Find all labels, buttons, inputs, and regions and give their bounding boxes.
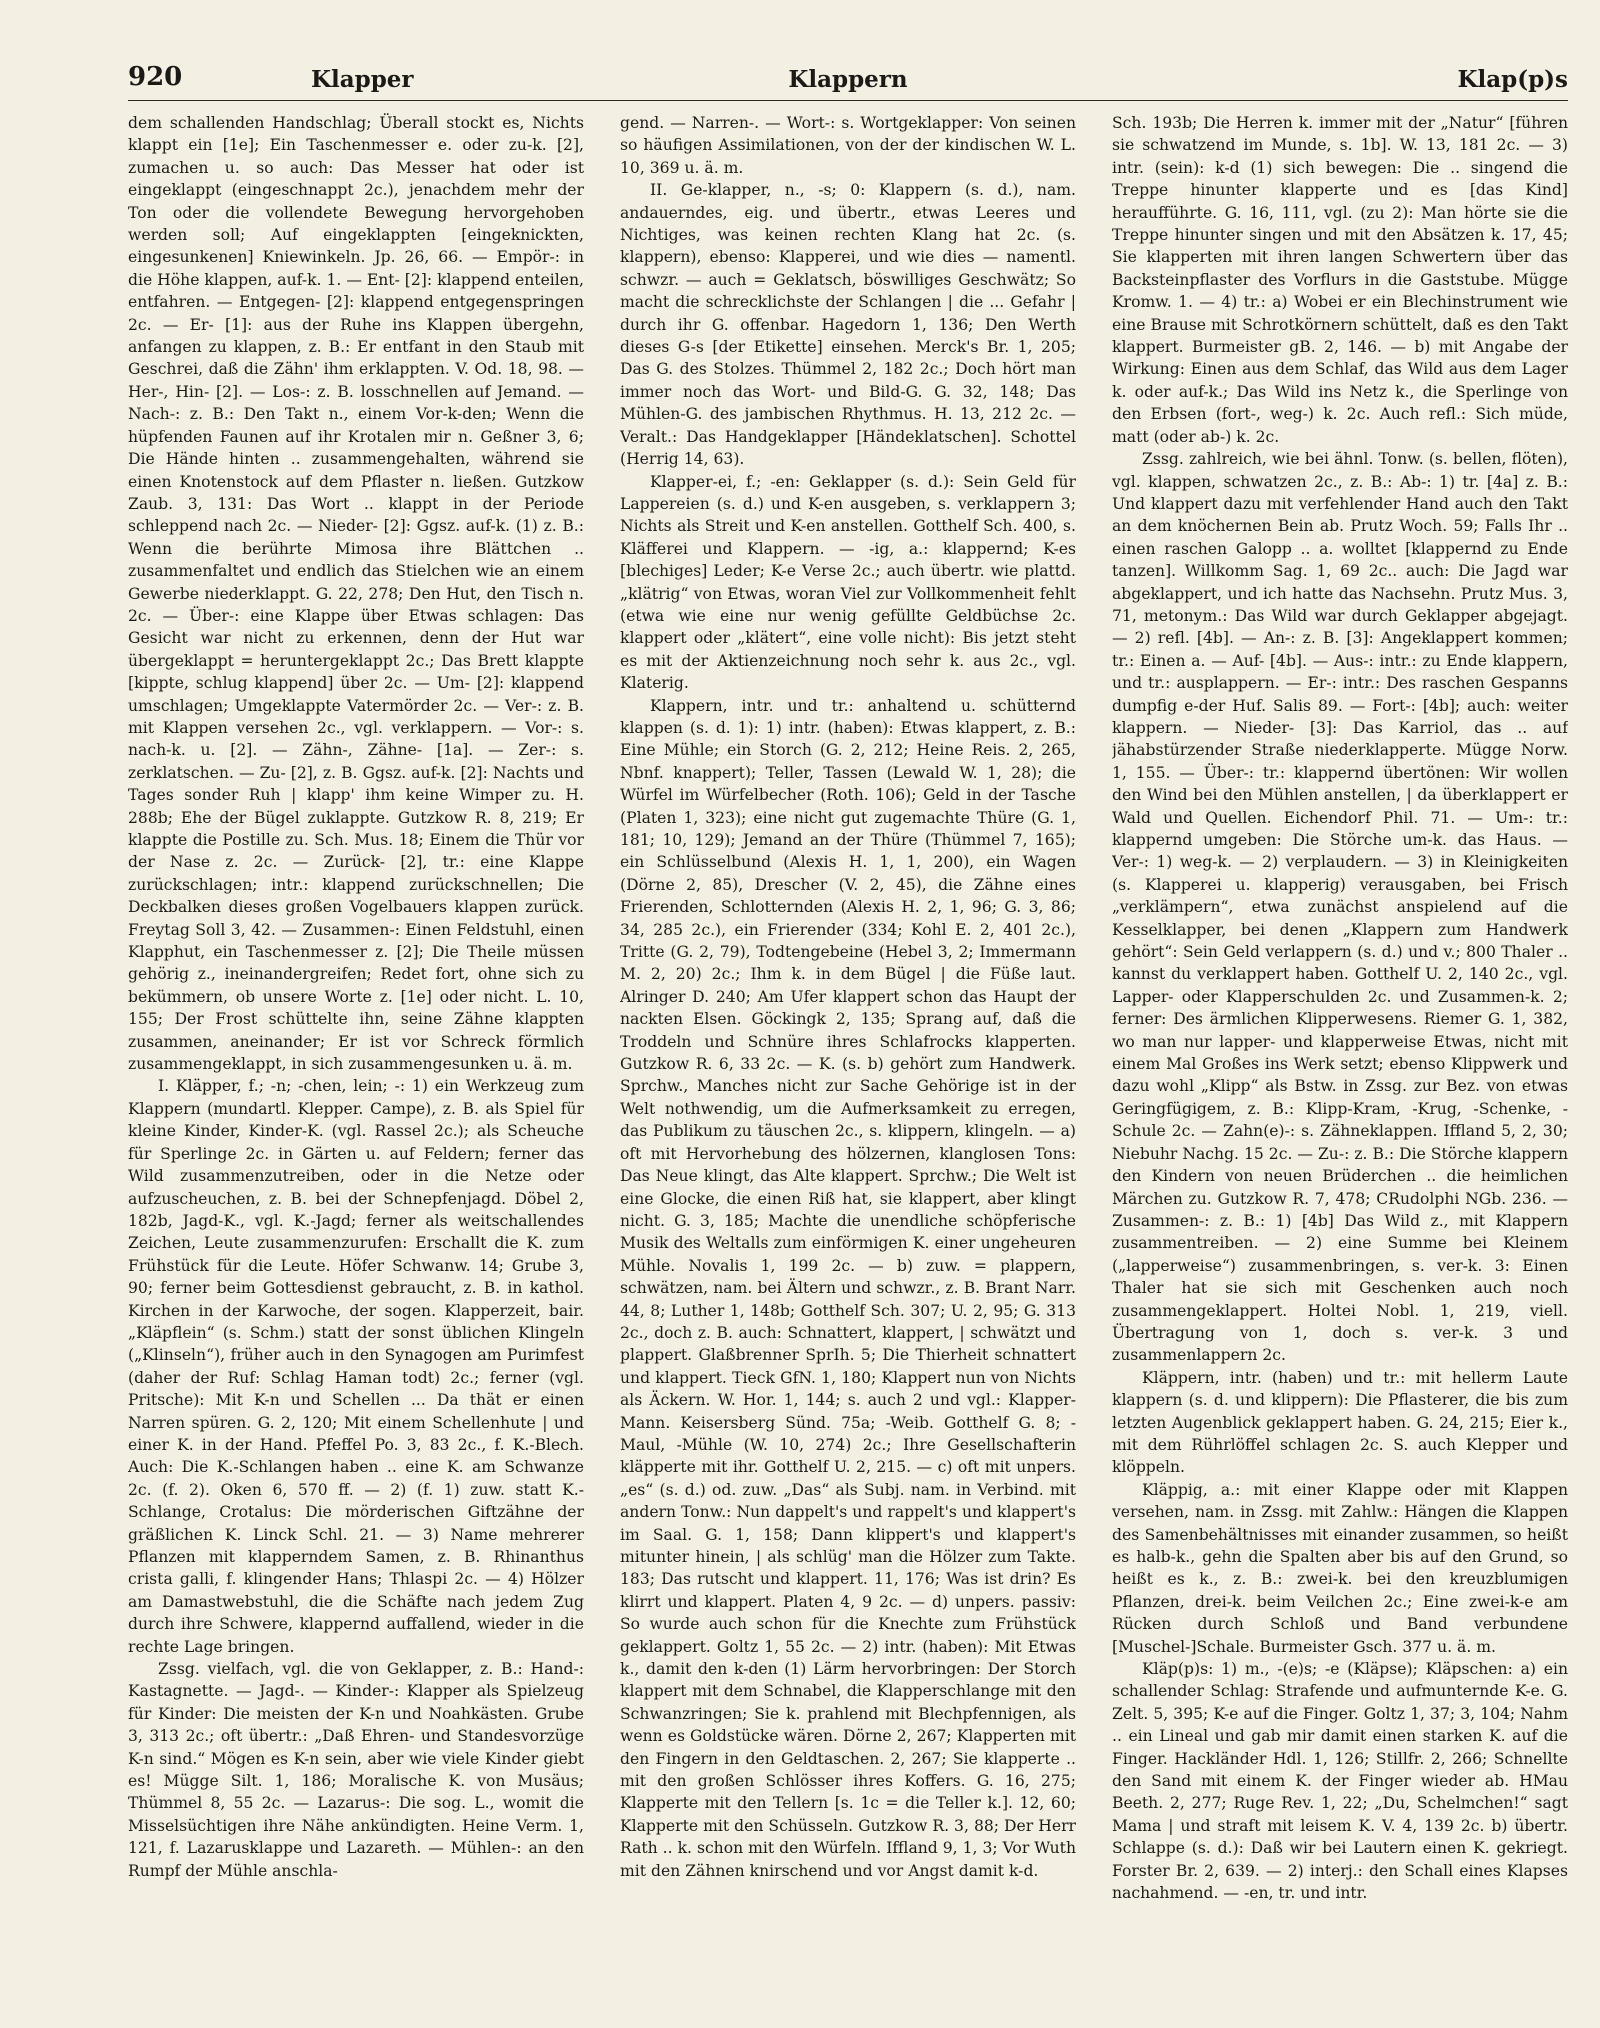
paragraph: Zssg. vielfach, vgl. die von Geklapper, z. B.: Hand-: Kastagnette. — Jagd-. — Kinder-: Klapper als Spielzeug für Kinder: Die meisten der K-n und Noahkästen. Grube 3, 313 2c.; oft übertr.: „Daß Ehren- und Standesvorzüge K-n sind.“ Mögen es K-n sein, aber wie viele Kinder giebt es! Mügge Silt. 1, 186; Moralische K. von Musäus; Thümmel 8, 55 2c. — Lazarus-: Die sog. L., womit die Misselsüchtigen ihre Nähe ankündigten. Heine Verm. 1, 121, f. Lazarusklappe und Lazareth. — Mühlen-: an den Rumpf der Mühle anschla-	[128, 1660, 584, 1880]
entry-klapperei: Klapper-ei, f.; -en: Geklapper (s. d.): Sein Geld für Lappereien (s. d.) und K-en ausgeben, s. verklappern 3; Nichts als Streit und K-en anstellen. Gotthelf Sch. 400, s. Kläfferei und Klappern. — -ig, a.: klappernd; K-es [blechiges] Leder; K-e Verse 2c.; auch übertr. wie plattd. „klätrig“ von Etwas, woran Viel zur Vollkommenheit fehlt (etwa wie eine nur wenig gefüllte Geldbüchse 2c. klappert oder „klätert“, eine volle nicht): Bis jetzt steht es mit der Aktienzeichnung noch sehr k. aus 2c., vgl. Klaterig.	[620, 472, 1076, 693]
paragraph: dem schallenden Handschlag; Überall stockt es, Nichts klappt ein [1e]; Ein Taschenmesser e. oder zu-k. [2], zumachen u. so auch: Das Messer hat oder ist eingeklappt (eingeschnappt 2c.), jenachdem mehr der Ton oder die vollendete Bewegung hervorgehoben werden soll; Auf eingeklappten [eingeknickten, eingesunkenen] Kniewinkeln. Jp. 26, 66. — Empör-: in die Höhe klappen, auf-k. 1. — Ent- [2]: klappend enteilen, entfahren. — Entgegen- [2]: klappend entgegenspringen 2c. — Er- [1]: aus der Ruhe ins Klappen übergehn, anfangen zu klappen, z. B.: Er entfant in den Staub mit Geschrei, daß die Zähn' ihm erklappten. V. Od. 18, 98. — Her-, Hin- [2]. — Los-: z. B. losschnellen auf Jemand. — Nach-: z. B.: Den Takt n., einem Vor-k-den; Wenn die hüpfenden Faunen auf ihr Krotalen mir n. Geßner 3, 6; Die Hände hinten .. zusammengehalten, während sie einen Knotenstock auf dem Pflaster n. ließen. Gutzkow Zaub. 3, 131: Das Wort .. klappt in der Periode schleppend nach 2c. — Nieder- [2]: Ggsz. auf-k. (1) z. B.: Wenn die berührte Mimosa ihre Blättchen .. zusammenfaltet und endlich das Stielchen wie an einem Gewerbe niederklappt. G. 22, 278; Den Hut, den Tisch n. 2c. — Über-: eine Klappe über Etwas schlagen: Das Gesicht war nicht zu erkennen, denn der Hut war übergeklappt = heruntergeklappt 2c.; Das Brett klappte [kippte, schlug klappend] über 2c. — Um- [2]: klappend umschlagen; Umgeklappte Vatermörder 2c. — Ver-: z. B. mit Klappen versehen 2c., vgl. verklappern. — Vor-: s. nach-k. u. [2]. — Zähn-, Zähne- [1a]. — Zer-: s. zerklatschen. — Zu- [2], z. B. Ggsz. auf-k. [2]: Nachts und Tages sonder Ruh | klapp' ihm keine Wimper zu. H. 288b; Ehe der Bügel zuklappte. Gutzkow R. 8, 219; Er klappte die Postille zu. Sch. Mus. 18; Einem die Thür vor der Nase z. 2c. — Zurück- [2], tr.: eine Klappe zurückschlagen; intr.: klappend zurückschnellen; Die Deckbalken dieses großen Vogelbauers klappen zurück. Freytag Soll 3, 42. — Zusammen-: Einen Feldstuhl, einen Klapphut, ein Taschenmesser z. [2]; Die Theile müssen gehörig z., ineinandergreifen; Redet fort, ohne sich zu bekümmern, ob unsere Worte z. [1e] oder nicht. L. 10, 155; Der Frost schüttelte ihn, seine Zähne klappten zusammen, aneinander; Er ist vor Schreck förmlich zusammengeklappt, in sich zusammengesunken u. ä. m.	[128, 114, 584, 1074]
header-right-word: Klap(p)s	[1457, 66, 1568, 93]
entry-klappern: Klappern, intr. und tr.: anhaltend u. schütternd klappen (s. d. 1): 1) intr. (haben): Etwas klappert, z. B.: Eine Mühle; ein Storch (G. 2, 212; Heine Reis. 2, 265, Nbnf. knappert); Teller, Tassen (Lewald W. 1, 28); die Würfel im Würfelbecher (Roth. 106); Geld in der Tasche (Platen 1, 323); eine nicht gut zugemachte Thüre (G. 1, 181; 10, 129); Jemand an der Thüre (Thümmel 7, 165); ein Schlüsselbund (Alexis H. 1, 1, 200), ein Wagen (Dörne 2, 85), Drescher (V. 2, 45), die Zähne eines Frierenden, Schlotternden (Alexis H. 2, 1, 96; G. 3, 86; 34, 285 2c.), ein Frierender (334; Kohl E. 2, 401 2c.), Tritte (G. 2, 79), Todtengebeine (Hebel 3, 2; Immermann M. 2, 20) 2c.; Ihm k. in dem Bügel | die Füße laut. Alringer D. 240; Am Ufer klappert schon das Haupt der nackten Elsen. Göckingk 2, 135; Sprang auf, daß die Troddeln und Schnüre ihres Schlafrocks klapperten. Gutzkow R. 6, 33 2c. — K. (s. b) gehört zum Handwerk. Sprchw., Manches nicht zur Sache Gehörige ist in der Welt nothwendig, um die Aufmerksamkeit zu erregen, das Publikum zu täuschen 2c., s. klippern, klingeln. — a) oft mit Hervorhebung des hölzernen, klanglosen Tons: Das Neue klingt, das Alte klappert. Sprchw.; Die Welt ist eine Glocke, die einen Riß hat, sie klappert, aber klingt nicht. G. 3, 185; Machte die unendliche schöpferische Musik des Weltalls zum einförmigen K. einer ungeheuren Mühle. Novalis 1, 199 2c. — b) zuw. = plappern, schwätzen, nam. bei Ältern und schwzr., z. B. Brant Narr. 44, 8; Luther 1, 148b; Gotthelf Sch. 307; U. 2, 95; G. 313 2c., doch z. B. auch: Schnattert, klappert, | schwätzt und plappert. Glaßbrenner SprIh. 5; Die Thierheit schnattert und klappert. Tieck GfN. 1, 180; Klappert nun von Nichts als Äckern. W. Hor. 1, 144; s. auch 2 und vgl.: Klapper-Mann. Keisersberg Sünd. 75a; -Weib. Gotthelf G. 8; -Maul, -Mühle (W. 10, 274) 2c.; Ihre Gesellschafterin kläpperte mit ihr. Gotthelf U. 2, 215. — c) oft mit unpers. „es“ (s. d.) od. zuw. „Das“ als Subj. nam. in Verbind. mit andern Tonw.: Nun dappelt's und rappelt's und klappert's im Saal. G. 1, 158; Dann klippert's und klappert's mitunter hinein, | als schlüg' man die Hölzer zum Takte. 183; Das rutscht und klappert. 11, 176; Was ist drin? Es klirrt und klappert. Platen 4, 9 2c. — d) unpers. passiv: So wurde auch schon für die Knechte zum Frühstück geklappert. Goltz 1, 55 2c. — 2) intr. (haben): Mit Etwas k., damit den k-den (1) Lärm hervorbringen: Der Storch klappert mit dem Schnabel, die Klapperschlange mit den Schwanzringen; Sie k. prahlend mit Blechpfennigen, als wenn es Goldstücke wären. Dörne 2, 267; Klapperten mit den Fingern in den Geldtaschen. 2, 267; Sie klapperte .. mit den großen Schlösser ihres Koffers. G. 16, 275; Klapperte mit den Tellern [s. 1c = die Teller k.]. 12, 60; Klapperte mit den Schüsseln. Gutzkow R. 3, 88; Der Herr Rath .. k. schon mit den Würfeln. Iffland 9, 1, 3; Vor Wuth mit den Zähnen knirschend und vor Angst damit k-d.	[620, 696, 1076, 1880]
entry-klapper-noun: I. Kläpper, f.; -n; -chen, lein; -: 1) ein Werkzeug zum Klappern (mundartl. Klepper. Campe), z. B. als Spiel für kleine Kinder, Kinder-K. (vgl. Rassel 2c.); als Scheuche für Sperlinge 2c. in Gärten u. auf Feldern; ferner das Wild zusammenzutreiben, oder in die Netze oder aufzuscheuchen, z. B. bei der Schnepfenjagd. Döbel 2, 182b, Jagd-K., vgl. K.-Jagd; ferner als weitschallendes Zeichen, Leute zusammenzurufen: Erschallt die K. zum Frühstück für die Leute. Höfer Schwanw. 14; Grube 3, 90; ferner beim Gottesdienst gebraucht, z. B. in kathol. Kirchen in der Karwoche, der sogen. Klapperzeit, bair. „Kläpflein“ (s. Schm.) statt der sonst üblichen Klingeln („Klinseln“), früher auch in den Synagogen am Purimfest (daher der Ruf: Schlag Haman todt) 2c.; ferner (vgl. Pritsche): Mit K-n und Schellen ... Da thät er einen Narren spüren. G. 2, 120; Mit einem Schellenhute | und einer K. in der Hand. Pfeffel Po. 3, 83 2c., f. K.-Blech. Auch: Die K.-Schlangen haben .. eine K. am Schwanze 2c. (f. 2). Oken 6, 570 ff. — 2) (f. 1) zuw. statt K.-Schlange, Crotalus: Die mörderischen Giftzähne der gräßlichen K. Linck Schl. 21. — 3) Name mehrerer Pflanzen mit klapperndem Samen, z. B. Rhinanthus crista galli, f. klingender Hans; Thlaspi 2c. — 4) Hölzer am Damastwebstuhl, die die Schäfte nach jedem Zug durch ihre Schwere, klappernd auffallend, wieder in die rechte Lage bringen.	[128, 1077, 584, 1656]
paragraph: Zssg. zahlreich, wie bei ähnl. Tonw. (s. bellen, flöten), vgl. klappen, schwatzen 2c., z. B.: Ab-: 1) tr. [4a] z. B.: Und klappert dazu mit verfehlender Hand auch den Takt an dem knöchernen Bein ab. Prutz Woch. 59; Falls Ihr .. einen raschen Galopp .. a. wolltet [klappernd zu Ende tanzen]. Willkomm Sag. 1, 69 2c.. auch: Die Jagd war abgeklappert, und ich hatte das Nachsehn. Prutz Mus. 3, 71, metonym.: Das Wild war durch Geklapper abgejagt. — 2) refl. [4b]. — An-: z. B. [3]: Angeklappert kommen; tr.: Einen a. — Auf- [4b]. — Aus-: intr.: zu Ende klappern, und tr.: ausplappern. — Er-: intr.: Des raschen Gespanns dumpfig e-der Huf. Salis 89. — Fort-: [4b]; auch: weiter klappern. — Nieder- [3]: Das Karriol, das .. auf jähabstürzender Straße niederklapperte. Mügge Norw. 1, 155. — Über-: tr.: klappernd übertönen: Wir wollen den Wind bei den Mühlen anstellen, | da überklappert er Wald und Quellen. Eichendorf Phil. 71. — Um-: tr.: klappernd umgeben: Die Störche um-k. das Haus. — Ver-: 1) weg-k. — 2) verplaudern. — 3) in Kleinigkeiten (s. Klapperei u. klapperig) verausgaben, bei Frisch „verklämpern“, etwa zunächst anspielend auf die Kesselklapper, bei denen „Klappern zum Handwerk gehört“: Sein Geld verlappern (s. d.) und v.; 800 Thaler .. kannst du verklappert haben. Gotthelf U. 2, 140 2c., vgl. Lapper- oder Klapperschulden 2c. und Zusammen-k. 2; ferner: Des ärmlichen Klipperwesens. Riemer G. 1, 382, wo man nur lapper- und klapperweise Etwas, nicht mit einem Mal Großes ins Werk setzt; ebenso Klippwerk und dazu wohl „Klipp“ als Bstw. in Zssg. zur Bez. von etwas Geringfügigem, z. B.: Klipp-Kram, -Krug, -Schenke, -Schule 2c. — Zahn(e)-: s. Zähneklappen. Iffland 5, 2, 30; Niebuhr Nachg. 15 2c. — Zu-: z. B.: Die Störche klappern den Kindern von neuen Brüderchen .. die heimlichen Märchen zu. Gutzkow R. 7, 478; CRudolphi NGb. 236. — Zusammen-: z. B.: 1) [4b] Das Wild z., mit Klappern zusammentreiben. — 2) eine Summe bei Kleinem („lapperweise“) zusammenbringen, s. ver-k. 3: Einen Thaler hat sie sich mit Geschenken auch noch zusammengeklappert. Holtei Nobl. 1, 219, viell. Übertragung von 1, doch s. ver-k. 3 und zusammenlappern 2c.	[1112, 450, 1568, 1365]
paragraph: Sch. 193b; Die Herren k. immer mit der „Natur“ [führen sie schwatzend im Munde, s. 1b]. W. 13, 181 2c. — 3) intr. (sein): k-d (1) sich bewegen: Die .. singend die Treppe hinunter klapperte und es [das Kind] heraufführte. G. 16, 111, vgl. (zu 2): Man hörte sie die Treppe hinunter singen und mit den Absätzen k. 17, 45; Sie klapperten mit ihren langen Schwertern über das Backsteinpflaster des Vorflurs in die Gaststube. Mügge Kromw. 1. — 4) tr.: a) Wobei er ein Blechinstrument wie eine Brause mit Schrotkörnern schüttelt, daß es den Takt klappert. Burmeister gB. 2, 146. — b) mit Angabe der Wirkung: Einen aus dem Schlaf, das Wild aus dem Lager k. oder auf-k.; Das Wild ins Netz k., die Sperlinge von den Erbsen (fort-, weg-) k. 2c. Auch refl.: Sich müde, matt (oder ab-) k. 2c.	[1112, 114, 1568, 446]
text-column-2	[620, 112, 1076, 1990]
entry-klaeppern: Kläppern, intr. (haben) und tr.: mit hellerm Laute klappern (s. d. und klippern): Die Pflasterer, die bis zum letzten Augenblick geklappert haben. G. 24, 215; Eier k., mit dem Rührlöffel schlagen 2c. S. auch Klepper und klöppeln.	[1112, 1368, 1568, 1477]
header-left-word: Klapper	[311, 66, 414, 93]
text-column-3	[1112, 112, 1568, 1990]
header-center-word: Klappern	[788, 66, 908, 93]
page-number: 920	[128, 62, 183, 92]
text-column-1	[128, 112, 584, 1990]
entry-klaeppig: Kläppig, a.: mit einer Klappe oder mit Klappen versehen, nam. in Zssg. mit Zahlw.: Hängen die Klappen des Samenbehältnisses mit einander zusammen, so heißt es halb-k., gehn die Spalten aber bis auf den Grund, so heißt es k., z. B.: zwei-k. bei den kreuzblumigen Pflanzen, drei-k. beim Veilchen 2c.; Eine zwei-k-e am Rücken durch Schloß und Band verbundene [Muschel-]Schale. Burmeister Gsch. 377 u. ä. m.	[1112, 1480, 1568, 1656]
header-rule	[128, 100, 1568, 101]
entry-klaps: Kläp(p)s: 1) m., -(e)s; -e (Kläpse); Kläpschen: a) ein schallender Schlag: Strafende und aufmunternde K-e. G. Zelt. 5, 395; K-e auf die Finger. Goltz 1, 37; 3, 104; Nahm .. ein Lineal und gab mir damit einen starken K. auf die Finger. Hackländer Hdl. 1, 126; Stillfr. 2, 266; Schnellte den Sand mit einem K. der Finger wieder ab. HMau Beeth. 2, 277; Ruge Rev. 1, 22; „Du, Schelmchen!“ sagt Mama | und straft mit leisem K. V. 4, 139 2c. b) übertr. Schlappe (s. d.): Daß wir bei Lautern einen K. gekriegt. Forster Br. 2, 639. — 2) interj.: den Schall eines Klapses nachahmend. — -en, tr. und intr.	[1112, 1660, 1568, 1903]
paragraph: gend. — Narren-. — Wort-: s. Wortgeklapper: Von seinen so häufigen Assimilationen, von der der kindischen W. L. 10, 369 u. ä. m.	[620, 114, 1076, 177]
entry-geklapper: II. Ge-klapper, n., -s; 0: Klappern (s. d.), nam. andauerndes, eig. und übertr., etwas Leeres und Nichtiges, was keinen rechten Klang hat 2c. (s. klappern), ebenso: Klapperei, und wie dies — namentl. schwzr. — auch = Geklatsch, böswilliges Geschwätz; So macht die schrecklichste der Schlangen | die ... Gefahr | durch ihr G. offenbar. Hagedorn 1, 136; Den Werth dieses G-s [der Etikette] einsehen. Merck's Br. 1, 205; Das G. des Stolzes. Thümmel 2, 182 2c.; Doch hört man immer noch das Wort- und Bild-G. G. 32, 148; Das Mühlen-G. des jambischen Rhythmus. H. 13, 212 2c. — Veralt.: Das Handgeklapper [Händeklatschen]. Schottel (Herrig 14, 63).	[620, 181, 1076, 469]
running-header	[128, 62, 1568, 102]
